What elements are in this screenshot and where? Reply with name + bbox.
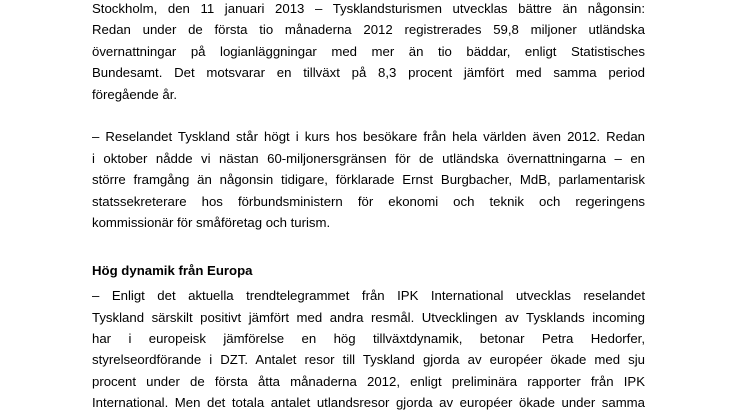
text-line: Redan under de första tio månaderna 2012 registrerades 59,8 miljoner utländska bbox=[92, 22, 645, 38]
text-line: övernattningar på logianläggningar med mer än tio bäddar, enligt Statistisches bbox=[92, 43, 645, 59]
text-line: procent under de första åtta månaderna 2012, enligt preliminära rapporter från IPK bbox=[92, 373, 645, 389]
text-line: Stockholm, den 11 januari 2013 – Tysklandsturismen utvecklas bättre än någonsin: bbox=[92, 1, 645, 16]
text-line: – Reselandet Tyskland står högt i kurs hos besökare från hela världen även 2012. Redan bbox=[92, 129, 645, 145]
text-line: har i europeisk jämförelse en hög tillväxtdynamik, betonar Petra Hedorfer, bbox=[92, 331, 645, 347]
text-line: International. Men det totala antalet utlandsresor gjorda av européer ökade under samma bbox=[92, 395, 645, 411]
text-line: kommissionär för småföretag och turism. bbox=[92, 214, 331, 230]
text-line: Bundesamt. Det motsvarar en tillväxt på 8,3 procent jämfört med samma period bbox=[92, 65, 645, 81]
text-line: större framgång än någonsin tidigare, förklarade Ernst Burgbacher, MdB, parlamentarisk bbox=[92, 172, 645, 188]
text-line: föregående år. bbox=[92, 86, 178, 102]
text-line: styrelseordförande i DZT. Antalet resor till Tyskland gjorda av européer ökade med sju bbox=[92, 352, 645, 368]
text-line: Tyskland särskilt positivt jämfört med andra resmål. Utvecklingen av Tysklands incoming bbox=[92, 309, 645, 325]
text-line: statssekreterare hos förbundsministern för ekonomi och teknik och regeringens bbox=[92, 193, 645, 209]
quote-paragraph bbox=[92, 126, 645, 233]
europe-paragraph bbox=[92, 285, 645, 413]
text-line: i oktober nådde vi nästan 60-miljonersgränsen för de utländska övernattningarna – en bbox=[92, 150, 645, 166]
intro-paragraph bbox=[92, 0, 645, 105]
section-heading: Hög dynamik från Europa bbox=[92, 262, 253, 278]
text-line: – Enligt det aktuella trendtelegrammet från IPK International utvecklas reselandet bbox=[92, 288, 645, 304]
